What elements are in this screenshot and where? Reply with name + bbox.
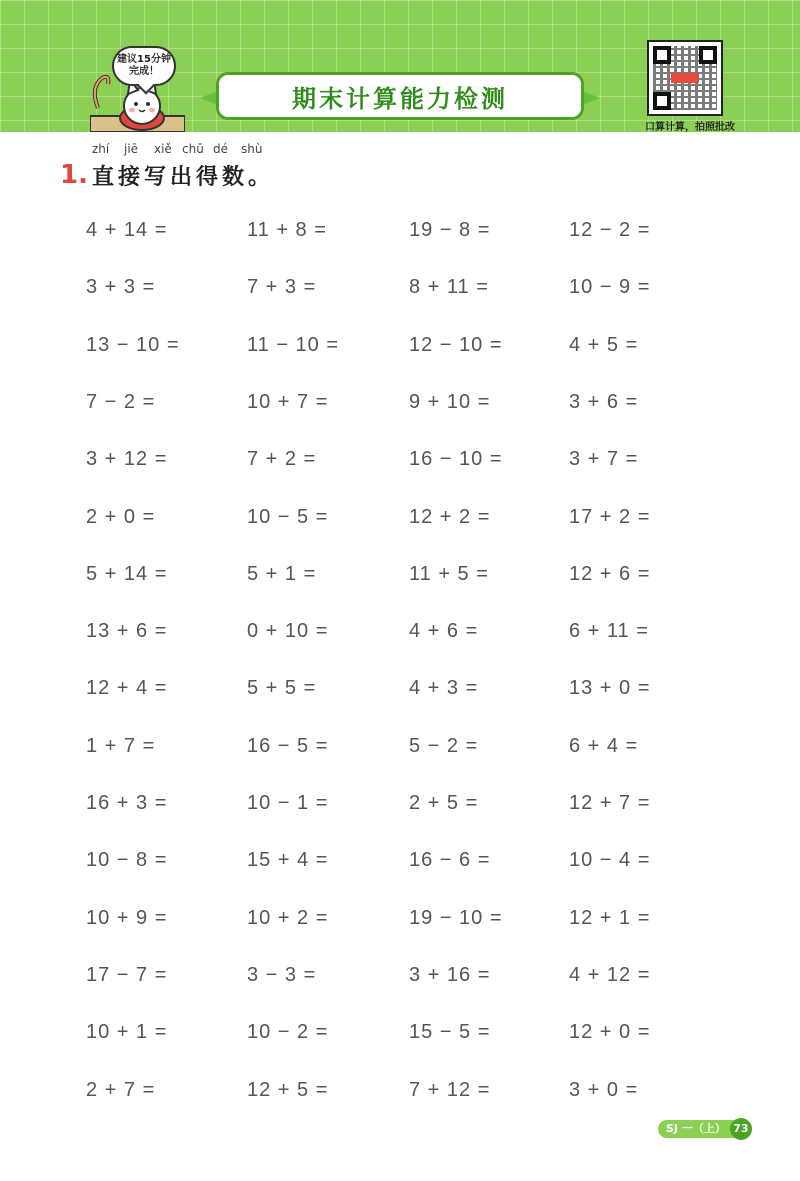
problem-r6-c3: 12 + 2 =: [409, 506, 491, 528]
speech-bubble: [112, 46, 176, 86]
problem-r15-c2: 10 − 2 =: [247, 1021, 329, 1043]
problem-r11-c2: 10 − 1 =: [247, 792, 329, 814]
title-banner: [200, 70, 600, 122]
problem-r6-c4: 17 + 2 =: [569, 506, 651, 528]
problem-r13-c4: 12 + 1 =: [569, 907, 651, 929]
page-footer: [658, 1118, 752, 1140]
problem-r16-c3: 7 + 12 =: [409, 1079, 491, 1101]
bubble-text: 建议15分钟完成！: [117, 54, 171, 77]
problem-r11-c3: 2 + 5 =: [409, 792, 479, 814]
problem-r15-c4: 12 + 0 =: [569, 1021, 651, 1043]
problem-r3-c2: 11 − 10 =: [247, 334, 340, 356]
problem-r8-c3: 4 + 6 =: [409, 620, 479, 642]
problem-r7-c1: 5 + 14 =: [86, 563, 168, 585]
problem-r8-c2: 0 + 10 =: [247, 620, 329, 642]
problem-r5-c1: 3 + 12 =: [86, 448, 168, 470]
problem-r12-c4: 10 − 4 =: [569, 849, 651, 871]
problem-r14-c1: 17 − 7 =: [86, 964, 168, 986]
problem-r3-c1: 13 − 10 =: [86, 334, 180, 356]
problem-r8-c4: 6 + 11 =: [569, 620, 649, 642]
qr-logo-badge: [671, 73, 699, 83]
banner-box: [216, 72, 584, 120]
problem-r1-c3: 19 − 8 =: [409, 219, 491, 241]
problem-r10-c4: 6 + 4 =: [569, 735, 639, 757]
problem-r13-c1: 10 + 9 =: [86, 907, 168, 929]
problem-r9-c4: 13 + 0 =: [569, 677, 651, 699]
problem-r2-c1: 3 + 3 =: [86, 276, 156, 298]
problem-r5-c4: 3 + 7 =: [569, 448, 639, 470]
problem-r11-c1: 16 + 3 =: [86, 792, 168, 814]
problem-r4-c2: 10 + 7 =: [247, 391, 329, 413]
pinyin-2: jiē: [124, 142, 139, 156]
problem-r9-c1: 12 + 4 =: [86, 677, 168, 699]
problem-r15-c1: 10 + 1 =: [86, 1021, 168, 1043]
problem-r7-c2: 5 + 1 =: [247, 563, 317, 585]
problem-r2-c3: 8 + 11 =: [409, 276, 489, 298]
problem-r9-c2: 5 + 5 =: [247, 677, 317, 699]
problem-r8-c1: 13 + 6 =: [86, 620, 168, 642]
problem-r4-c3: 9 + 10 =: [409, 391, 491, 413]
problem-r16-c4: 3 + 0 =: [569, 1079, 639, 1101]
problem-r16-c2: 12 + 5 =: [247, 1079, 329, 1101]
qr-code-icon: [647, 40, 723, 116]
problem-r10-c2: 16 − 5 =: [247, 735, 329, 757]
problem-r1-c1: 4 + 14 =: [86, 219, 168, 241]
problem-r14-c2: 3 − 3 =: [247, 964, 317, 986]
problem-r5-c2: 7 + 2 =: [247, 448, 317, 470]
problem-r9-c3: 4 + 3 =: [409, 677, 479, 699]
problem-r10-c3: 5 − 2 =: [409, 735, 479, 757]
problem-r1-c4: 12 − 2 =: [569, 219, 651, 241]
problem-r7-c3: 11 + 5 =: [409, 563, 489, 585]
page-title: 期末计算能力检测: [292, 84, 508, 113]
qr-finder-tr: [699, 46, 717, 64]
pinyin-5: dé: [213, 142, 228, 156]
question-number: 1.: [60, 160, 88, 190]
problem-r16-c1: 2 + 7 =: [86, 1079, 156, 1101]
problem-r13-c3: 19 − 10 =: [409, 907, 503, 929]
problem-r10-c1: 1 + 7 =: [86, 735, 156, 757]
problem-r3-c3: 12 − 10 =: [409, 334, 503, 356]
problem-r1-c2: 11 + 8 =: [247, 219, 327, 241]
problem-r14-c4: 4 + 12 =: [569, 964, 651, 986]
problem-r12-c1: 10 − 8 =: [86, 849, 168, 871]
problem-r2-c2: 7 + 3 =: [247, 276, 317, 298]
pinyin-3: xiě: [154, 142, 172, 156]
problem-r13-c2: 10 + 2 =: [247, 907, 329, 929]
qr-finder-bl: [653, 92, 671, 110]
pinyin-4: chū: [182, 142, 204, 156]
problem-r12-c3: 16 − 6 =: [409, 849, 491, 871]
page-number: 73: [730, 1118, 752, 1140]
problem-r15-c3: 15 − 5 =: [409, 1021, 491, 1043]
problem-r6-c2: 10 − 5 =: [247, 506, 329, 528]
problem-r2-c4: 10 − 9 =: [569, 276, 651, 298]
problem-r5-c3: 16 − 10 =: [409, 448, 503, 470]
problem-r4-c4: 3 + 6 =: [569, 391, 639, 413]
pinyin-6: shù: [241, 142, 263, 156]
problem-r14-c3: 3 + 16 =: [409, 964, 491, 986]
problem-r4-c1: 7 − 2 =: [86, 391, 156, 413]
problem-r11-c4: 12 + 7 =: [569, 792, 651, 814]
qr-finder-tl: [653, 46, 671, 64]
problem-r3-c4: 4 + 5 =: [569, 334, 639, 356]
question-title: 直接写出得数。: [92, 165, 275, 190]
footer-label: SJ 一（上）: [658, 1120, 734, 1138]
problem-r6-c1: 2 + 0 =: [86, 506, 156, 528]
qr-caption: 口算计算，拍照批改: [645, 122, 735, 133]
pinyin-1: zhí: [92, 142, 110, 156]
problem-r12-c2: 15 + 4 =: [247, 849, 329, 871]
problem-r7-c4: 12 + 6 =: [569, 563, 651, 585]
